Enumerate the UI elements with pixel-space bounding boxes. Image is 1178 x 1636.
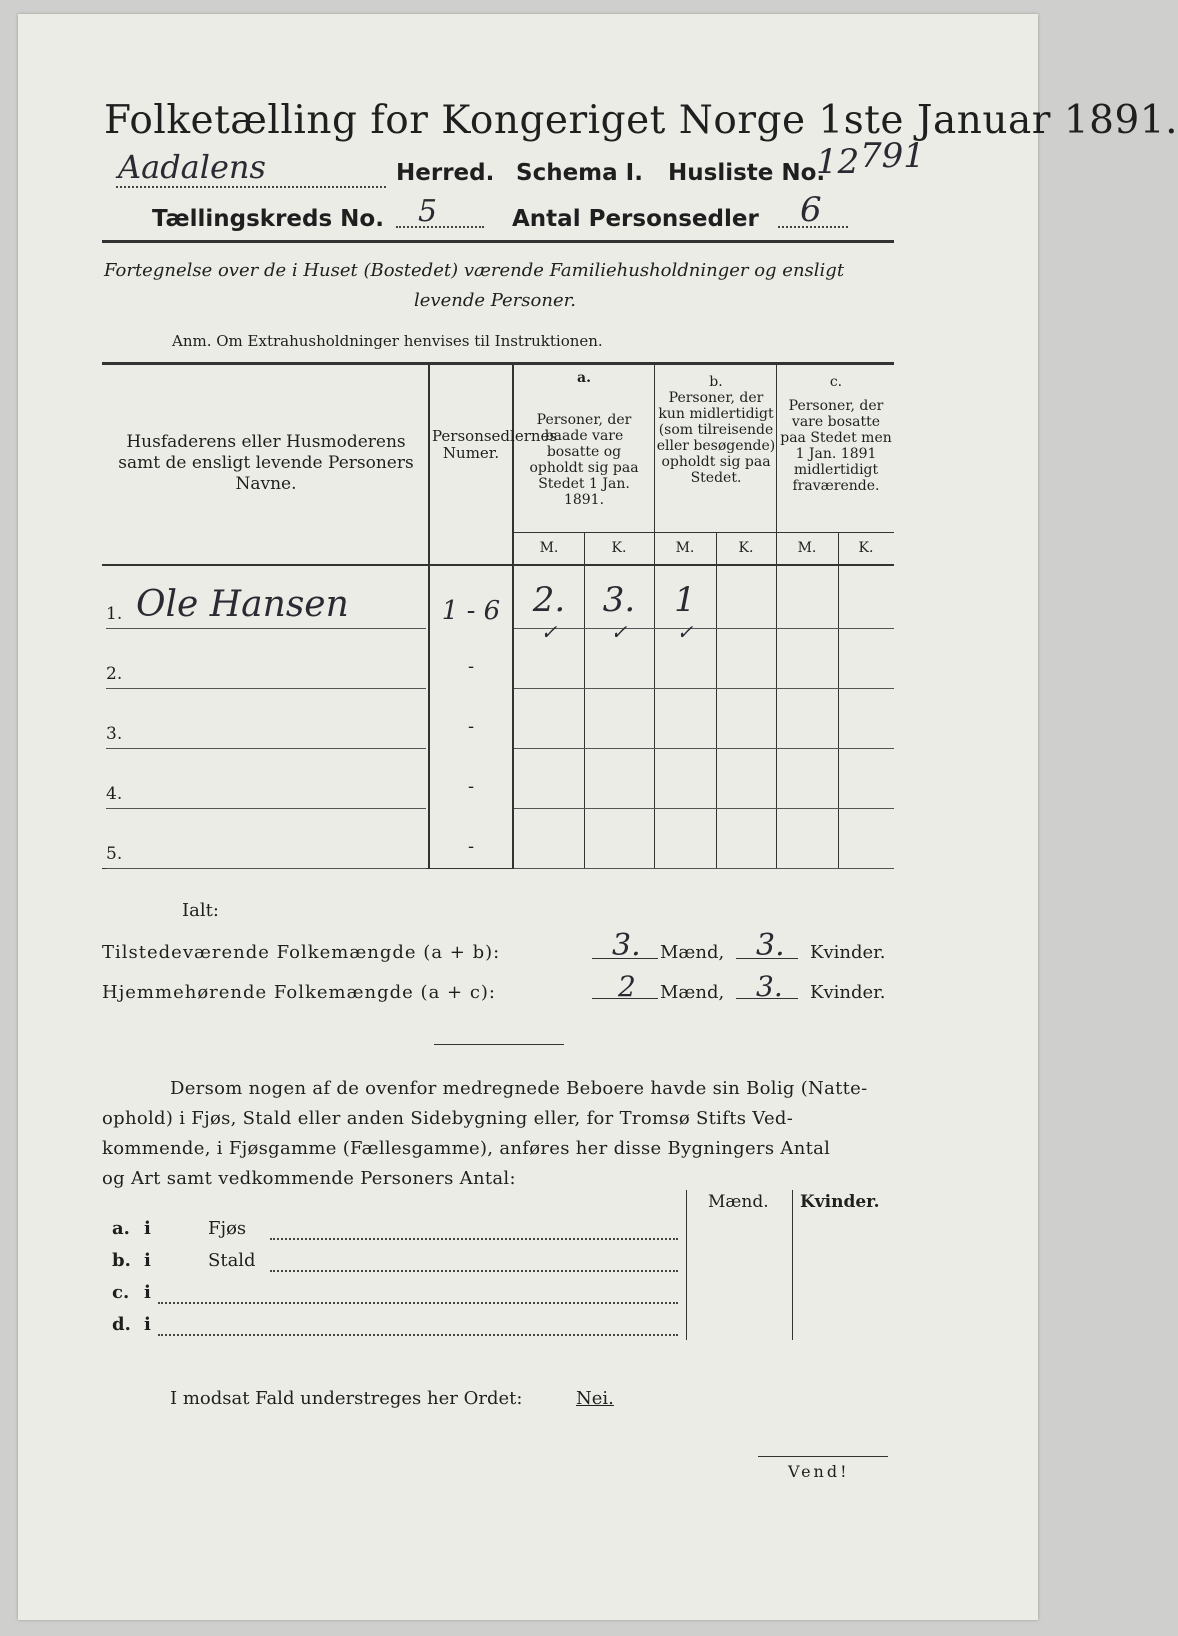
building-label: Fjøs — [208, 1218, 247, 1239]
check-mark: ✓ — [540, 620, 558, 644]
husliste-label: Husliste No. — [668, 160, 826, 186]
building-dotted-line — [270, 1238, 678, 1240]
check-mark: ✓ — [610, 620, 628, 644]
intro-line2: levende Personer. — [414, 290, 576, 311]
buildings-col-kvinder: Kvinder. — [800, 1192, 880, 1212]
building-i: i — [144, 1250, 151, 1271]
row-person-numbers: - — [467, 776, 475, 797]
col-header-c-letter: c. — [829, 374, 843, 390]
row-number: 2. — [106, 664, 123, 684]
row-rule — [106, 808, 426, 809]
section-divider — [434, 1044, 564, 1045]
row-person-numbers: - — [467, 656, 475, 677]
a-k-header: K. — [611, 540, 627, 556]
col-divider-c-mk — [838, 532, 839, 868]
b-m-header: M. — [675, 540, 695, 556]
building-letter: a. — [112, 1218, 130, 1239]
vend-rule — [758, 1456, 888, 1457]
row-number: 4. — [106, 784, 123, 804]
cell-am: 2. — [532, 580, 566, 620]
row-rule — [514, 748, 894, 749]
buildings-col-maend: Mænd. — [708, 1192, 769, 1212]
tilstede-maend: 3. — [612, 928, 641, 963]
hjemme-maend: 2 — [618, 970, 636, 1003]
para-line4: og Art samt vedkommende Personers Antal: — [102, 1168, 516, 1189]
hjemme-label: Hjemmehørende Folkemængde (a + c): — [102, 982, 496, 1003]
check-mark: ✓ — [676, 620, 694, 644]
row-person-numbers: 1 - 6 — [441, 596, 501, 626]
row-number: 5. — [106, 844, 123, 864]
tilstede-kvinder: 3. — [756, 928, 785, 963]
c-k-header: K. — [858, 540, 874, 556]
herred-value: Aadalens — [118, 148, 266, 186]
col-header-num: Personsedlernes Numer. — [432, 427, 558, 462]
row-person-numbers: - — [467, 836, 475, 857]
tilstede-kvinder-word: Kvinder. — [810, 942, 886, 963]
building-dotted-line — [158, 1334, 678, 1336]
building-label: Stald — [208, 1250, 256, 1271]
row-number: 3. — [106, 724, 123, 744]
row-rule — [106, 868, 426, 869]
col-header-a-letter: a. — [577, 370, 591, 386]
kreds-value: 5 — [418, 194, 438, 229]
building-letter: c. — [112, 1282, 130, 1303]
building-dotted-line — [158, 1302, 678, 1304]
hjemme-kvinder: 3. — [756, 970, 783, 1003]
antal-label: Antal Personsedler — [512, 206, 759, 232]
row-rule — [106, 748, 426, 749]
col-header-b: Personer, der kun midlertidigt (som tilreisende eller besøgende) opholdt sig paa Stedet. — [656, 390, 776, 486]
building-i: i — [144, 1314, 151, 1335]
nei-word: Nei. — [576, 1388, 614, 1409]
mk-header-rule — [514, 532, 894, 533]
cell-bm: 1 — [674, 580, 696, 620]
row-rule — [514, 868, 894, 869]
para-line3: kommende, i Fjøsgamme (Fællesgamme), anføres her disse Bygningers Antal — [102, 1138, 831, 1159]
cell-ak: 3. — [602, 580, 636, 620]
hjemme-kvinder-word: Kvinder. — [810, 982, 886, 1003]
buildings-divider-1 — [686, 1190, 687, 1340]
tilstede-label: Tilstedeværende Folkemængde (a + b): — [102, 942, 501, 963]
tilstede-maend-word: Mænd, — [660, 942, 725, 963]
building-i: i — [144, 1282, 151, 1303]
para-line1: Dersom nogen af de ovenfor medregnede Beboere havde sin Bolig (Natte- — [170, 1078, 868, 1099]
ialt-label: Ialt: — [182, 900, 219, 921]
anm-note: Anm. Om Extrahusholdninger henvises til Instruktionen. — [172, 332, 603, 350]
husliste-value: 12 — [816, 142, 860, 182]
row-number: 1. — [106, 604, 123, 624]
herred-label: Herred. — [396, 160, 495, 186]
row-rule — [106, 688, 426, 689]
building-dotted-line — [270, 1270, 678, 1272]
antal-value: 6 — [800, 190, 822, 230]
building-letter: b. — [112, 1250, 131, 1271]
row-rule — [514, 688, 894, 689]
herred-dotted-line — [116, 186, 386, 188]
header-rule — [102, 240, 894, 243]
c-m-header: M. — [797, 540, 817, 556]
row-person-numbers: - — [467, 716, 475, 737]
row-name: Ole Hansen — [136, 584, 349, 625]
vend-text: Vend! — [788, 1462, 850, 1481]
col-divider-b-mk — [716, 532, 717, 868]
census-form-page — [18, 14, 1178, 1620]
col-header-b-letter: b. — [709, 374, 723, 390]
husliste-extra: 791 — [860, 136, 925, 176]
intro-line1: Fortegnelse over de i Huset (Bostedet) værende Familiehusholdninger og ensligt — [104, 260, 845, 281]
building-letter: d. — [112, 1314, 131, 1335]
col-header-name: Husfaderens eller Husmoderens samt de ensligt levende Personers Navne. — [118, 432, 414, 494]
buildings-divider-2 — [792, 1190, 793, 1340]
kreds-dotted-line — [396, 226, 484, 228]
modsat-text: I modsat Fald understreges her Ordet: — [170, 1388, 523, 1409]
hjemme-maend-word: Mænd, — [660, 982, 725, 1003]
kreds-label: Tællingskreds No. — [152, 206, 384, 232]
row-rule — [106, 628, 426, 629]
b-k-header: K. — [738, 540, 754, 556]
a-m-header: M. — [539, 540, 559, 556]
row-rule — [514, 808, 894, 809]
col-divider-b — [776, 364, 777, 868]
building-i: i — [144, 1218, 151, 1239]
form-title: Folketælling for Kongeriget Norge 1ste Januar 1891. — [104, 98, 1178, 143]
para-line2: ophold) i Fjøs, Stald eller anden Sidebygning eller, for Tromsø Stifts Ved- — [102, 1108, 794, 1129]
schema-label: Schema I. — [516, 160, 643, 186]
col-header-a: Personer, der baade vare bosatte og opholdt sig paa Stedet 1 Jan. 1891. — [529, 412, 639, 508]
col-header-c: Personer, der vare bosatte paa Stedet men 1 Jan. 1891 midlertidigt fraværende. — [780, 398, 892, 494]
